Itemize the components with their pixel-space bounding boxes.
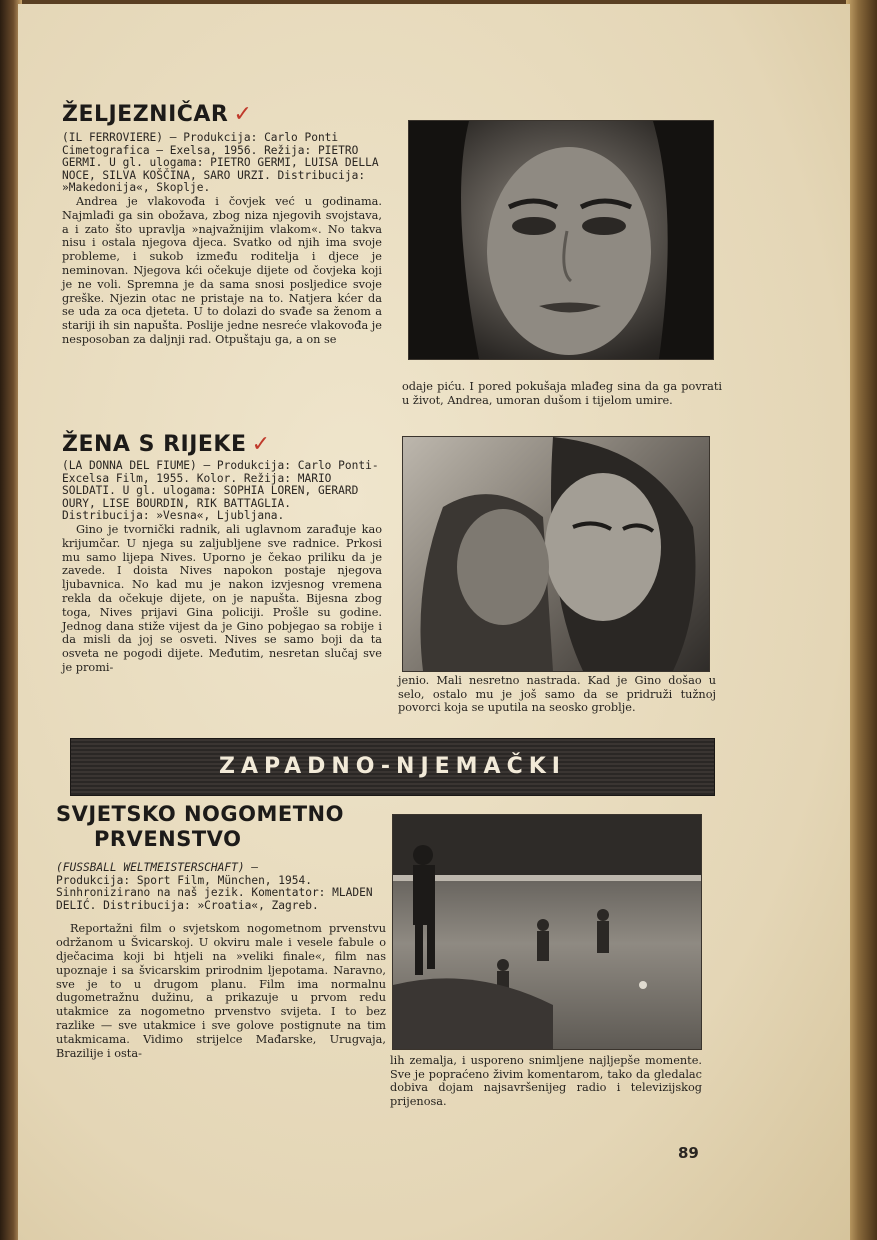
article-zena-s-rijeke xyxy=(62,432,382,675)
article-credits: (IL FERROVIERE) — Produkcija: Carlo Ponti Cimetografica — Exelsa, 1956. Režija: PIETRO GERMI. U gl. ulogama: PIETRO GERMI, LUISA DELLA NOCE, SILVA KOŠČINA, SARO URZI. Distribucija: »Makedonija«, Skoplje. xyxy=(62,131,379,195)
check-mark-icon: ✓ xyxy=(251,432,271,457)
article-body: Gino je tvornički radnik, ali uglavnom zarađuje kao krijumčar. U njega su zaljubljene sve radnice. Prkosi mu samo lijepa Nives. Uporno je čekao priliku da je zavede. I doista Nives napokon postaje njegova ljubavnica. No kad mu je nakon izvjesnog vremena rekla da očekuje dijete, on je napušta. Bijesna zbog toga, Nives prijavi Gina policiji. Prošle su godine. Jednog dana stiže vijest da je Gino pobjegao sa robije i da misli da joj se osveti. Nives se samo boji da ta osveta ne pogodi dijete. Međutim, nesretan slučaj sve je promi- xyxy=(62,522,382,674)
article-title-row xyxy=(62,432,382,460)
caption-zeljeznicar: odaje piću. I pored pokušaja mlađeg sina da ga povrati u život, Andrea, umoran dušom i tijelom umire. xyxy=(402,380,722,407)
portrait-illustration xyxy=(409,121,713,359)
article-title-row xyxy=(62,102,382,132)
article-credits: (LA DONNA DEL FIUME) — Produkcija: Carlo Ponti-Excelsa Film, 1955. Kolor. Režija: MARIO SOLDATI. U gl. ulogama: SOPHIA LOREN, GERARD OURY, LISE BOURDIN, RIK BATTAGLIA. Distribucija: »Vesna«, Ljubljana. xyxy=(62,459,379,523)
page-edge xyxy=(846,0,877,1240)
article-svjetsko-nogometno-prvenstvo xyxy=(56,804,386,1060)
article-title: ŽENA S RIJEKE xyxy=(62,432,247,457)
article-title: ŽELJEZNIČAR xyxy=(62,102,229,127)
section-banner xyxy=(70,738,715,796)
page-number: 89 xyxy=(678,1144,699,1162)
magazine-page xyxy=(18,4,850,1240)
article-zeljeznicar xyxy=(62,102,382,347)
article-credits-italic: (FUSSBALL WELTMEISTERSCHAFT) — xyxy=(56,861,259,874)
caption-zena-s-rijeke: jenio. Mali nesretno nastrada. Kad je Gino došao u selo, ostalo mu je još samo da se pridruži tužnoj povorci koja se uputila na seosko groblje. xyxy=(398,674,716,714)
article-title-line1: SVJETSKO NOGOMETNO xyxy=(56,802,344,826)
article-body: Reportažni film o svjetskom nogometnom prvenstvu održanom u Švicarskoj. U okviru male i vesele fabule o dječacima koji bi htjeli na »veliki finale«, film nas upoznaje i sa švicarskim prirodnim ljepotama. Naravno, sve je to u drugom planu. Film ima normalnu dugometražnu dužinu, a prikazuje u prvom redu utakmice za nogometno prvenstvo svijeta. I to bez razlike — sve utakmice i sve golove postignute na tim utakmicama. Vidimo strijelce Mađarske, Urugvaja, Brazilije i osta- xyxy=(56,922,386,1060)
section-banner-label: ZAPADNO-NJEMAČKI xyxy=(219,754,566,779)
couple-illustration xyxy=(403,437,709,671)
article-credits: Produkcija: Sport Film, München, 1954. Sinhronizirano na naš jezik. Komentator: MLADEN DELIĆ. Distribucija: »Croatia«, Zagreb. xyxy=(56,873,373,912)
photo-zena-s-rijeke xyxy=(402,436,710,672)
photo-nogomet xyxy=(392,814,702,1050)
article-title-line2: PRVENSTVO xyxy=(94,827,242,851)
check-mark-icon: ✓ xyxy=(233,102,252,127)
photo-zeljeznicar xyxy=(408,120,714,360)
caption-nogomet: lih zemalja, i usporeno snimljene najljepše momente. Sve je popraćeno živim komentarom, tako da gledalac dobiva dojam najsavršenijeg radio i televizijskog prijenosa. xyxy=(390,1054,702,1108)
article-body: Andrea je vlakovođa i čovjek već u godinama. Najmlađi ga sin obožava, zbog niza njegovih svojstava, a i zato što upravlja »najvažnijim vlakom«. No takva nisu i ostala njegova djeca. Svatko od njih ima svoje probleme, i sukob između roditelja i djece je neminovan. Njegova kći očekuje dijete od čovjeka koji je ne voli. Spremna je da sama snosi posljedice svoje greške. Njezin otac ne pristaje na to. Natjera kćer da se uda za oca djeteta. U to dolazi do svađe sa ženom a stariji ih sin napušta. Poslije jedne nesreće vlakovođa je nesposoban za daljnji rad. Otpuštaju ga, a on se xyxy=(62,194,382,346)
football-match-illustration xyxy=(393,815,701,1049)
